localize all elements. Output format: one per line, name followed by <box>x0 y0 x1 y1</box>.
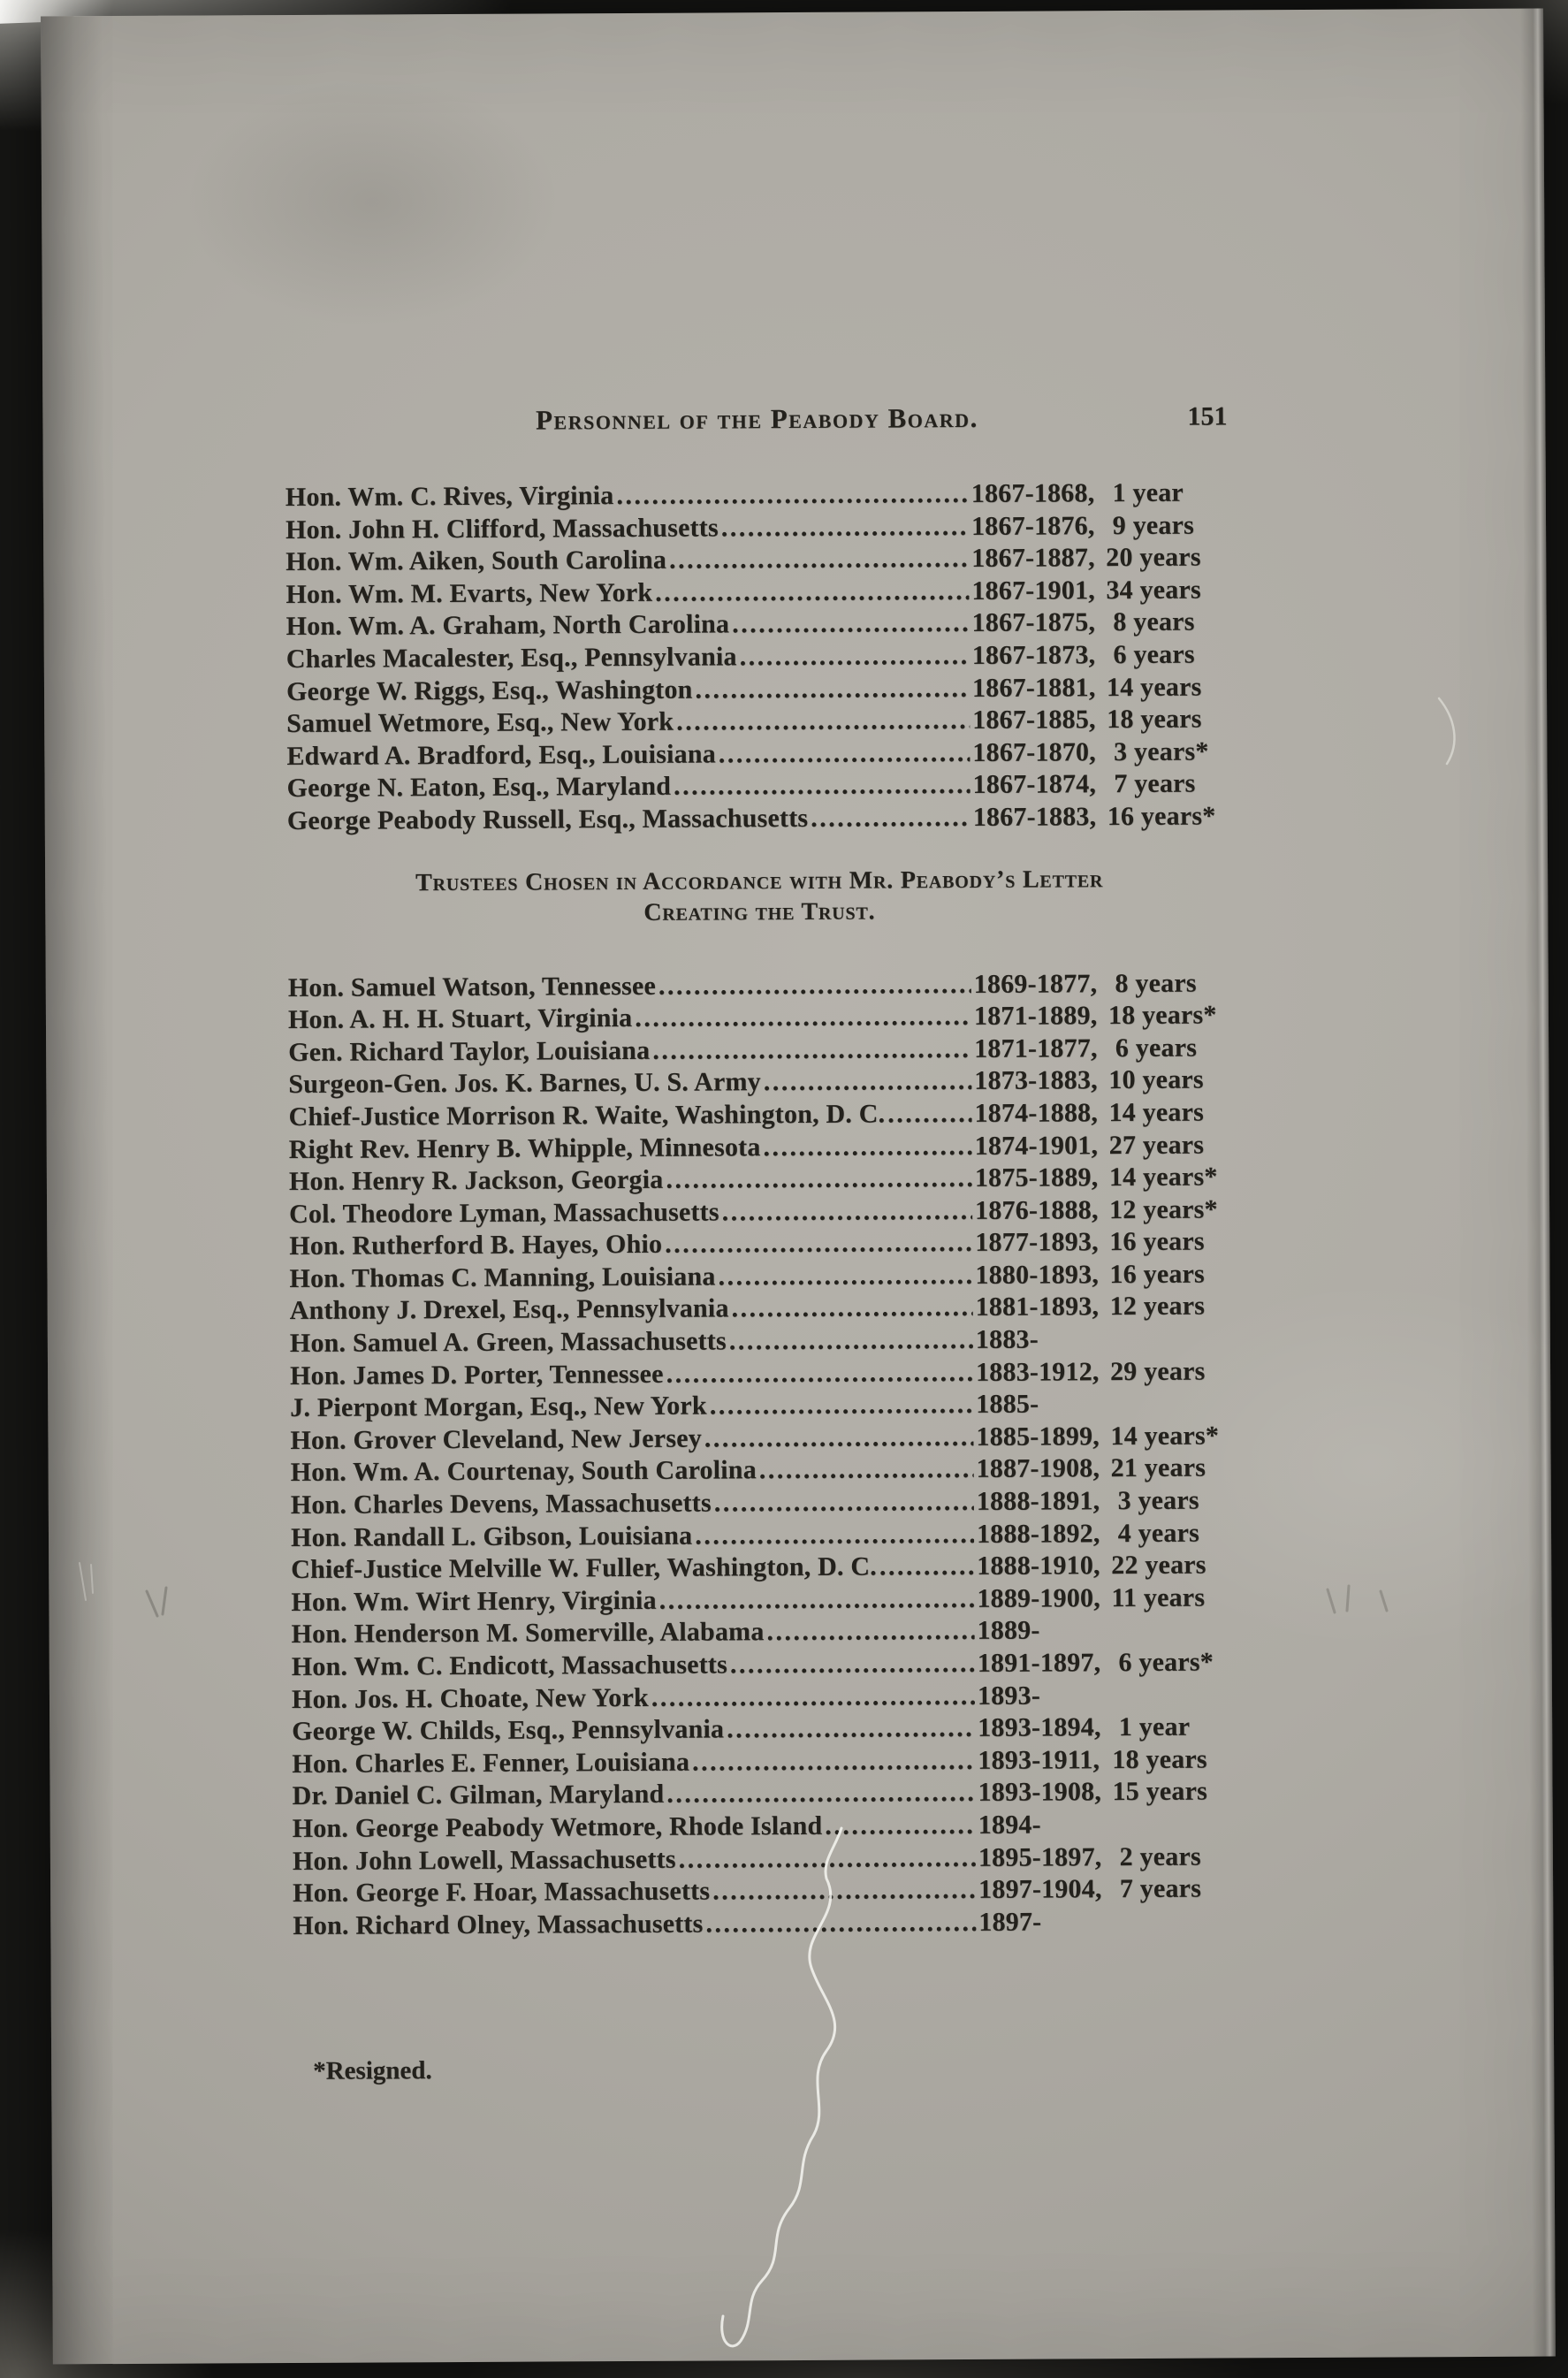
trustee-name: Hon. Samuel Watson, Tennessee <box>287 971 657 1002</box>
leader-dots <box>669 543 969 576</box>
trustee-dates: 1867-1873, <box>971 640 1096 670</box>
leader-dots <box>714 1486 974 1520</box>
trustee-row <box>287 800 1231 837</box>
trustee-years: 6 years* <box>1111 1647 1214 1678</box>
leader-dots <box>766 1615 974 1649</box>
trustee-dates: 1888-1891, <box>976 1486 1100 1516</box>
trustee-years: 8 years <box>1107 968 1197 998</box>
trustee-row <box>291 1452 1235 1490</box>
trustee-row <box>290 1355 1234 1392</box>
trustee-years: 14 years* <box>1110 1421 1220 1451</box>
trustee-years <box>1111 1614 1235 1647</box>
trustee-row <box>286 704 1230 741</box>
trustee-name: Hon. Thomas C. Manning, Louisiana <box>289 1261 716 1293</box>
leader-dots <box>730 1648 975 1681</box>
trustee-years: 16 years* <box>1107 801 1216 832</box>
trustee-dates: 1867-1887, <box>971 543 1095 574</box>
trustee-name: Gen. Richard Taylor, Louisiana <box>288 1035 651 1067</box>
trustee-dates: 1893-1911, <box>978 1744 1100 1775</box>
leader-dots <box>666 1777 975 1810</box>
page-title: Personnel of the Peabody Board. <box>535 401 978 436</box>
section-heading-line2: Creating the Trust. <box>643 897 876 926</box>
trustee-row <box>286 606 1230 644</box>
leader-dots <box>740 640 970 674</box>
trustee-dates: 1867-1885, <box>972 705 1096 736</box>
trustee-row <box>292 1711 1236 1749</box>
trustee-years: 14 years <box>1108 1097 1205 1128</box>
trustee-years: 3 years* <box>1107 736 1209 766</box>
trustee-name: Hon. Wm. A. Courtenay, South Carolina <box>290 1455 757 1488</box>
chosen-trustees-list <box>288 967 1237 1942</box>
trustee-dates: 1897-1904, <box>978 1874 1102 1905</box>
trustee-row <box>293 1905 1237 1942</box>
trustee-dates: 1871-1877, <box>974 1033 1098 1063</box>
trustee-years: 27 years <box>1108 1130 1205 1160</box>
leader-dots <box>695 1519 974 1552</box>
trustee-row <box>288 1032 1232 1069</box>
trustee-row <box>291 1550 1235 1587</box>
trustee-years: 34 years <box>1106 575 1201 605</box>
trustee-name: George W. Childs, Esq., Pennsylvania <box>292 1714 725 1747</box>
trustee-years: 6 years <box>1108 1033 1198 1063</box>
trustee-row <box>288 1096 1232 1133</box>
leader-dots <box>659 1583 975 1617</box>
leader-dots <box>695 673 970 706</box>
trustee-row <box>291 1582 1235 1619</box>
trustee-name: Hon. John Lowell, Massachusetts <box>292 1844 676 1876</box>
trustee-name: J. Pierpont Morgan, Esq., New York <box>290 1391 707 1423</box>
trustee-row <box>291 1484 1235 1521</box>
leader-dots <box>763 1130 971 1163</box>
leader-dots <box>879 1551 974 1583</box>
trustee-dates: 1883-1912, <box>975 1356 1100 1387</box>
trustee-row <box>289 1258 1233 1295</box>
trustee-dates: 1867-1901, <box>971 575 1096 606</box>
trustee-years <box>1113 1905 1237 1938</box>
trustee-dates: 1867-1876, <box>970 510 1095 541</box>
trustee-name: Hon. Wm. Wirt Henry, Virginia <box>291 1585 657 1617</box>
trustee-years: 15 years <box>1112 1776 1208 1807</box>
leader-dots <box>652 1033 971 1067</box>
trustee-dates: 1888-1892, <box>976 1518 1100 1549</box>
trustee-row <box>293 1808 1237 1845</box>
trustee-years: 18 years* <box>1107 1000 1217 1031</box>
trustee-row <box>285 476 1229 514</box>
leader-dots <box>719 737 970 771</box>
trustee-years: 11 years <box>1111 1582 1206 1612</box>
trustee-name: Hon. Wm. A. Graham, North Carolina <box>285 609 730 642</box>
trustee-name: Hon. Grover Cleveland, New Jersey <box>290 1423 702 1455</box>
trustee-dates: 1895-1897, <box>978 1841 1102 1872</box>
trustee-name: Hon. Wm. Aiken, South Carolina <box>285 545 667 577</box>
trustee-years: 7 years <box>1113 1873 1202 1904</box>
trustee-name: Hon. A. H. H. Stuart, Virginia <box>287 1003 633 1035</box>
trustee-row <box>289 1129 1233 1166</box>
trustee-row <box>292 1679 1236 1716</box>
trustee-name: Right Rev. Henry B. Whipple, Minnesota <box>288 1132 761 1164</box>
trustee-years: 12 years <box>1109 1292 1206 1322</box>
leader-dots <box>705 1907 976 1940</box>
trustee-name: Hon. John H. Clifford, Massachusetts <box>285 513 719 545</box>
trustee-name: Hon. Henry R. Jackson, Georgia <box>288 1164 664 1197</box>
trustee-row <box>289 1193 1233 1231</box>
trustee-years: 4 years <box>1110 1518 1200 1548</box>
trustee-row <box>293 1873 1237 1910</box>
trustee-row <box>292 1614 1236 1651</box>
trustee-years <box>1110 1388 1234 1421</box>
leader-dots <box>825 1810 976 1842</box>
leader-dots <box>718 1260 972 1293</box>
leader-dots <box>721 511 969 545</box>
section-heading-line1: Trustees Chosen in Accordance with Mr. Peabody’s Letter <box>415 865 1104 896</box>
trustee-dates: 1871-1889, <box>973 1001 1098 1032</box>
trustee-years: 14 years <box>1106 672 1202 702</box>
leader-dots <box>704 1421 974 1455</box>
trustee-name: George N. Eaton, Esq., Maryland <box>286 772 672 804</box>
trustee-name: Anthony J. Drexel, Esq., Pennsylvania <box>289 1293 729 1326</box>
trustee-name: George Peabody Russell, Esq., Massachusetts <box>286 803 809 835</box>
page-gutter-shadow <box>41 16 115 2364</box>
trustee-dates: 1867-1874, <box>972 769 1097 800</box>
trustee-dates: 1893-1908, <box>978 1777 1102 1808</box>
leader-dots <box>651 1681 975 1715</box>
trustee-dates: 1877-1893, <box>975 1227 1099 1258</box>
leader-dots <box>666 1357 974 1391</box>
leader-dots <box>635 1001 971 1035</box>
trustee-name: Hon. Wm. M. Evarts, New York <box>285 577 653 609</box>
trustee-dates: 1897- <box>978 1907 1042 1937</box>
trustee-dates: 1885-1899, <box>976 1421 1100 1452</box>
leader-dots <box>727 1712 975 1746</box>
trustee-name: Hon. George F. Hoar, Massachusetts <box>293 1876 711 1909</box>
trustee-dates: 1894- <box>978 1810 1041 1840</box>
trustee-dates: 1880-1893, <box>975 1260 1100 1290</box>
leader-dots <box>674 769 970 803</box>
leader-dots <box>616 478 969 513</box>
trustee-row <box>285 509 1229 546</box>
trustee-years: 22 years <box>1111 1550 1206 1581</box>
trustee-name: Hon. Randall L. Gibson, Louisiana <box>290 1521 693 1552</box>
trustee-name: Hon. George Peabody Wetmore, Rhode Island <box>292 1810 823 1843</box>
trustee-name: Hon. Rutherford B. Hayes, Ohio <box>289 1230 663 1261</box>
trustee-years <box>1112 1679 1236 1711</box>
trustee-name: Dr. Daniel C. Gilman, Maryland <box>292 1780 665 1811</box>
trustee-years: 6 years <box>1106 639 1195 670</box>
trustee-dates: 1883- <box>975 1324 1039 1354</box>
trustee-name: Chief-Justice Morrison R. Waite, Washington, D. C. <box>288 1099 886 1132</box>
trustee-name: Hon. Samuel A. Green, Massachusetts <box>289 1326 727 1359</box>
trustee-row <box>286 638 1230 675</box>
trustee-row <box>286 671 1230 708</box>
leader-dots <box>764 1065 972 1099</box>
trustee-name: George W. Riggs, Esq., Washington <box>285 675 693 706</box>
trustee-years: 16 years <box>1109 1259 1205 1290</box>
trustee-name: Chief-Justice Melville W. Fuller, Washington, D. C. <box>291 1551 878 1585</box>
trustee-years: 10 years <box>1108 1064 1204 1095</box>
trustee-years: 8 years <box>1106 606 1195 637</box>
trustee-years: 1 year <box>1112 1711 1191 1742</box>
trustee-row <box>288 1064 1232 1101</box>
trustee-dates: 1881-1893, <box>975 1292 1100 1322</box>
trustee-years: 9 years <box>1105 510 1195 540</box>
trustee-row <box>293 1841 1237 1878</box>
trustee-years: 21 years <box>1110 1453 1206 1483</box>
section-heading <box>287 863 1231 930</box>
trustee-dates: 1874-1901, <box>974 1130 1099 1161</box>
leader-dots <box>692 1745 975 1779</box>
trustee-row <box>288 1000 1232 1037</box>
trustee-dates: 1875-1889, <box>974 1162 1099 1193</box>
trustee-row <box>290 1420 1234 1457</box>
trustee-row <box>286 736 1230 773</box>
trustee-dates: 1867-1868, <box>970 478 1095 508</box>
trustee-row <box>290 1322 1234 1360</box>
trustee-years: 16 years <box>1109 1226 1205 1257</box>
trustee-row <box>289 1226 1233 1263</box>
leader-dots <box>655 575 969 609</box>
trustee-dates: 1867-1883, <box>972 802 1097 832</box>
trustee-years: 2 years <box>1112 1841 1201 1871</box>
leader-dots <box>710 1389 974 1422</box>
trustee-dates: 1891-1897, <box>977 1648 1101 1678</box>
trustee-dates: 1893-1894, <box>978 1712 1101 1743</box>
trustee-name: Hon. Henderson M. Somerville, Alabama <box>291 1617 765 1650</box>
leader-dots <box>712 1874 976 1908</box>
page-header <box>285 399 1229 439</box>
trustee-name: Hon. Charles Devens, Massachusetts <box>290 1488 712 1521</box>
leader-dots <box>679 1842 976 1876</box>
page-content <box>283 10 1237 2086</box>
leader-dots <box>666 1162 972 1196</box>
trustee-dates: 1869-1877, <box>973 968 1098 999</box>
trustee-name: Hon. Wm. C. Endicott, Massachusetts <box>291 1650 728 1681</box>
trustee-row <box>285 542 1229 579</box>
trustee-row <box>290 1388 1234 1425</box>
trustee-years: 18 years <box>1107 704 1202 735</box>
trustee-name: Surgeon-Gen. Jos. K. Barnes, U. S. Army <box>288 1067 761 1100</box>
trustee-years: 14 years* <box>1108 1162 1218 1193</box>
trustee-name: Hon. Charles E. Fenner, Louisiana <box>292 1747 690 1779</box>
footnote-resigned: *Resigned. <box>313 2056 432 2086</box>
leader-dots <box>676 705 970 738</box>
trustee-dates: 1885- <box>976 1389 1039 1420</box>
trustee-dates: 1873-1883, <box>974 1065 1098 1096</box>
leader-dots <box>732 607 970 641</box>
leader-dots <box>658 968 971 1002</box>
leader-dots <box>722 1195 973 1229</box>
trustee-years <box>1110 1322 1234 1355</box>
trustee-name: Hon. James D. Porter, Tennessee <box>289 1359 664 1391</box>
trustee-name: Hon. Wm. C. Rives, Virginia <box>285 481 614 513</box>
leader-dots <box>665 1227 972 1261</box>
trustee-years: 29 years <box>1109 1356 1206 1386</box>
leader-dots <box>759 1453 974 1487</box>
trustee-years: 20 years <box>1106 542 1201 573</box>
trustee-row <box>285 574 1229 611</box>
trustee-name: Hon. Jos. H. Choate, New York <box>291 1682 649 1714</box>
trustee-dates: 1887-1908, <box>976 1453 1100 1484</box>
trustee-years <box>1113 1808 1237 1841</box>
trustee-name: Charles Macalester, Esq., Pennsylvania <box>285 642 737 674</box>
trustee-years: 7 years <box>1107 768 1196 799</box>
trustee-row <box>292 1646 1236 1683</box>
original-trustees-list <box>285 476 1231 837</box>
trustee-years: 18 years <box>1112 1744 1207 1774</box>
trustee-row <box>286 768 1230 805</box>
trustee-dates: 1889-1900, <box>977 1583 1100 1613</box>
trustee-name: Hon. Richard Olney, Massachusetts <box>293 1909 704 1940</box>
page-number: 151 <box>1187 401 1228 431</box>
trustee-years: 12 years* <box>1109 1194 1218 1224</box>
trustee-name: Edward A. Bradford, Esq., Louisiana <box>286 739 716 771</box>
trustee-row <box>292 1743 1236 1780</box>
leader-dots <box>811 802 970 835</box>
trustee-name: Col. Theodore Lyman, Massachusetts <box>289 1197 719 1229</box>
trustee-row <box>291 1517 1235 1554</box>
trustee-dates: 1867-1881, <box>971 672 1096 703</box>
trustee-row <box>292 1776 1236 1813</box>
trustee-years: 1 year <box>1105 477 1184 508</box>
trustee-row <box>290 1291 1234 1328</box>
leader-dots <box>887 1098 971 1131</box>
trustee-dates: 1867-1870, <box>972 736 1096 767</box>
trustee-dates: 1893- <box>977 1681 1041 1711</box>
trustee-dates: 1888-1910, <box>977 1551 1100 1582</box>
trustee-dates: 1867-1875, <box>971 607 1096 638</box>
trustee-dates: 1889- <box>977 1615 1040 1646</box>
trustee-name: Samuel Wetmore, Esq., New York <box>286 706 674 739</box>
leader-dots <box>732 1292 973 1325</box>
leader-dots <box>729 1324 973 1358</box>
trustee-years: 3 years <box>1110 1485 1199 1516</box>
book-page <box>41 9 1556 2365</box>
trustee-dates: 1874-1888, <box>974 1098 1099 1128</box>
trustee-row <box>289 1161 1233 1198</box>
trustee-dates: 1876-1888, <box>975 1194 1099 1225</box>
trustee-row <box>288 967 1232 1004</box>
